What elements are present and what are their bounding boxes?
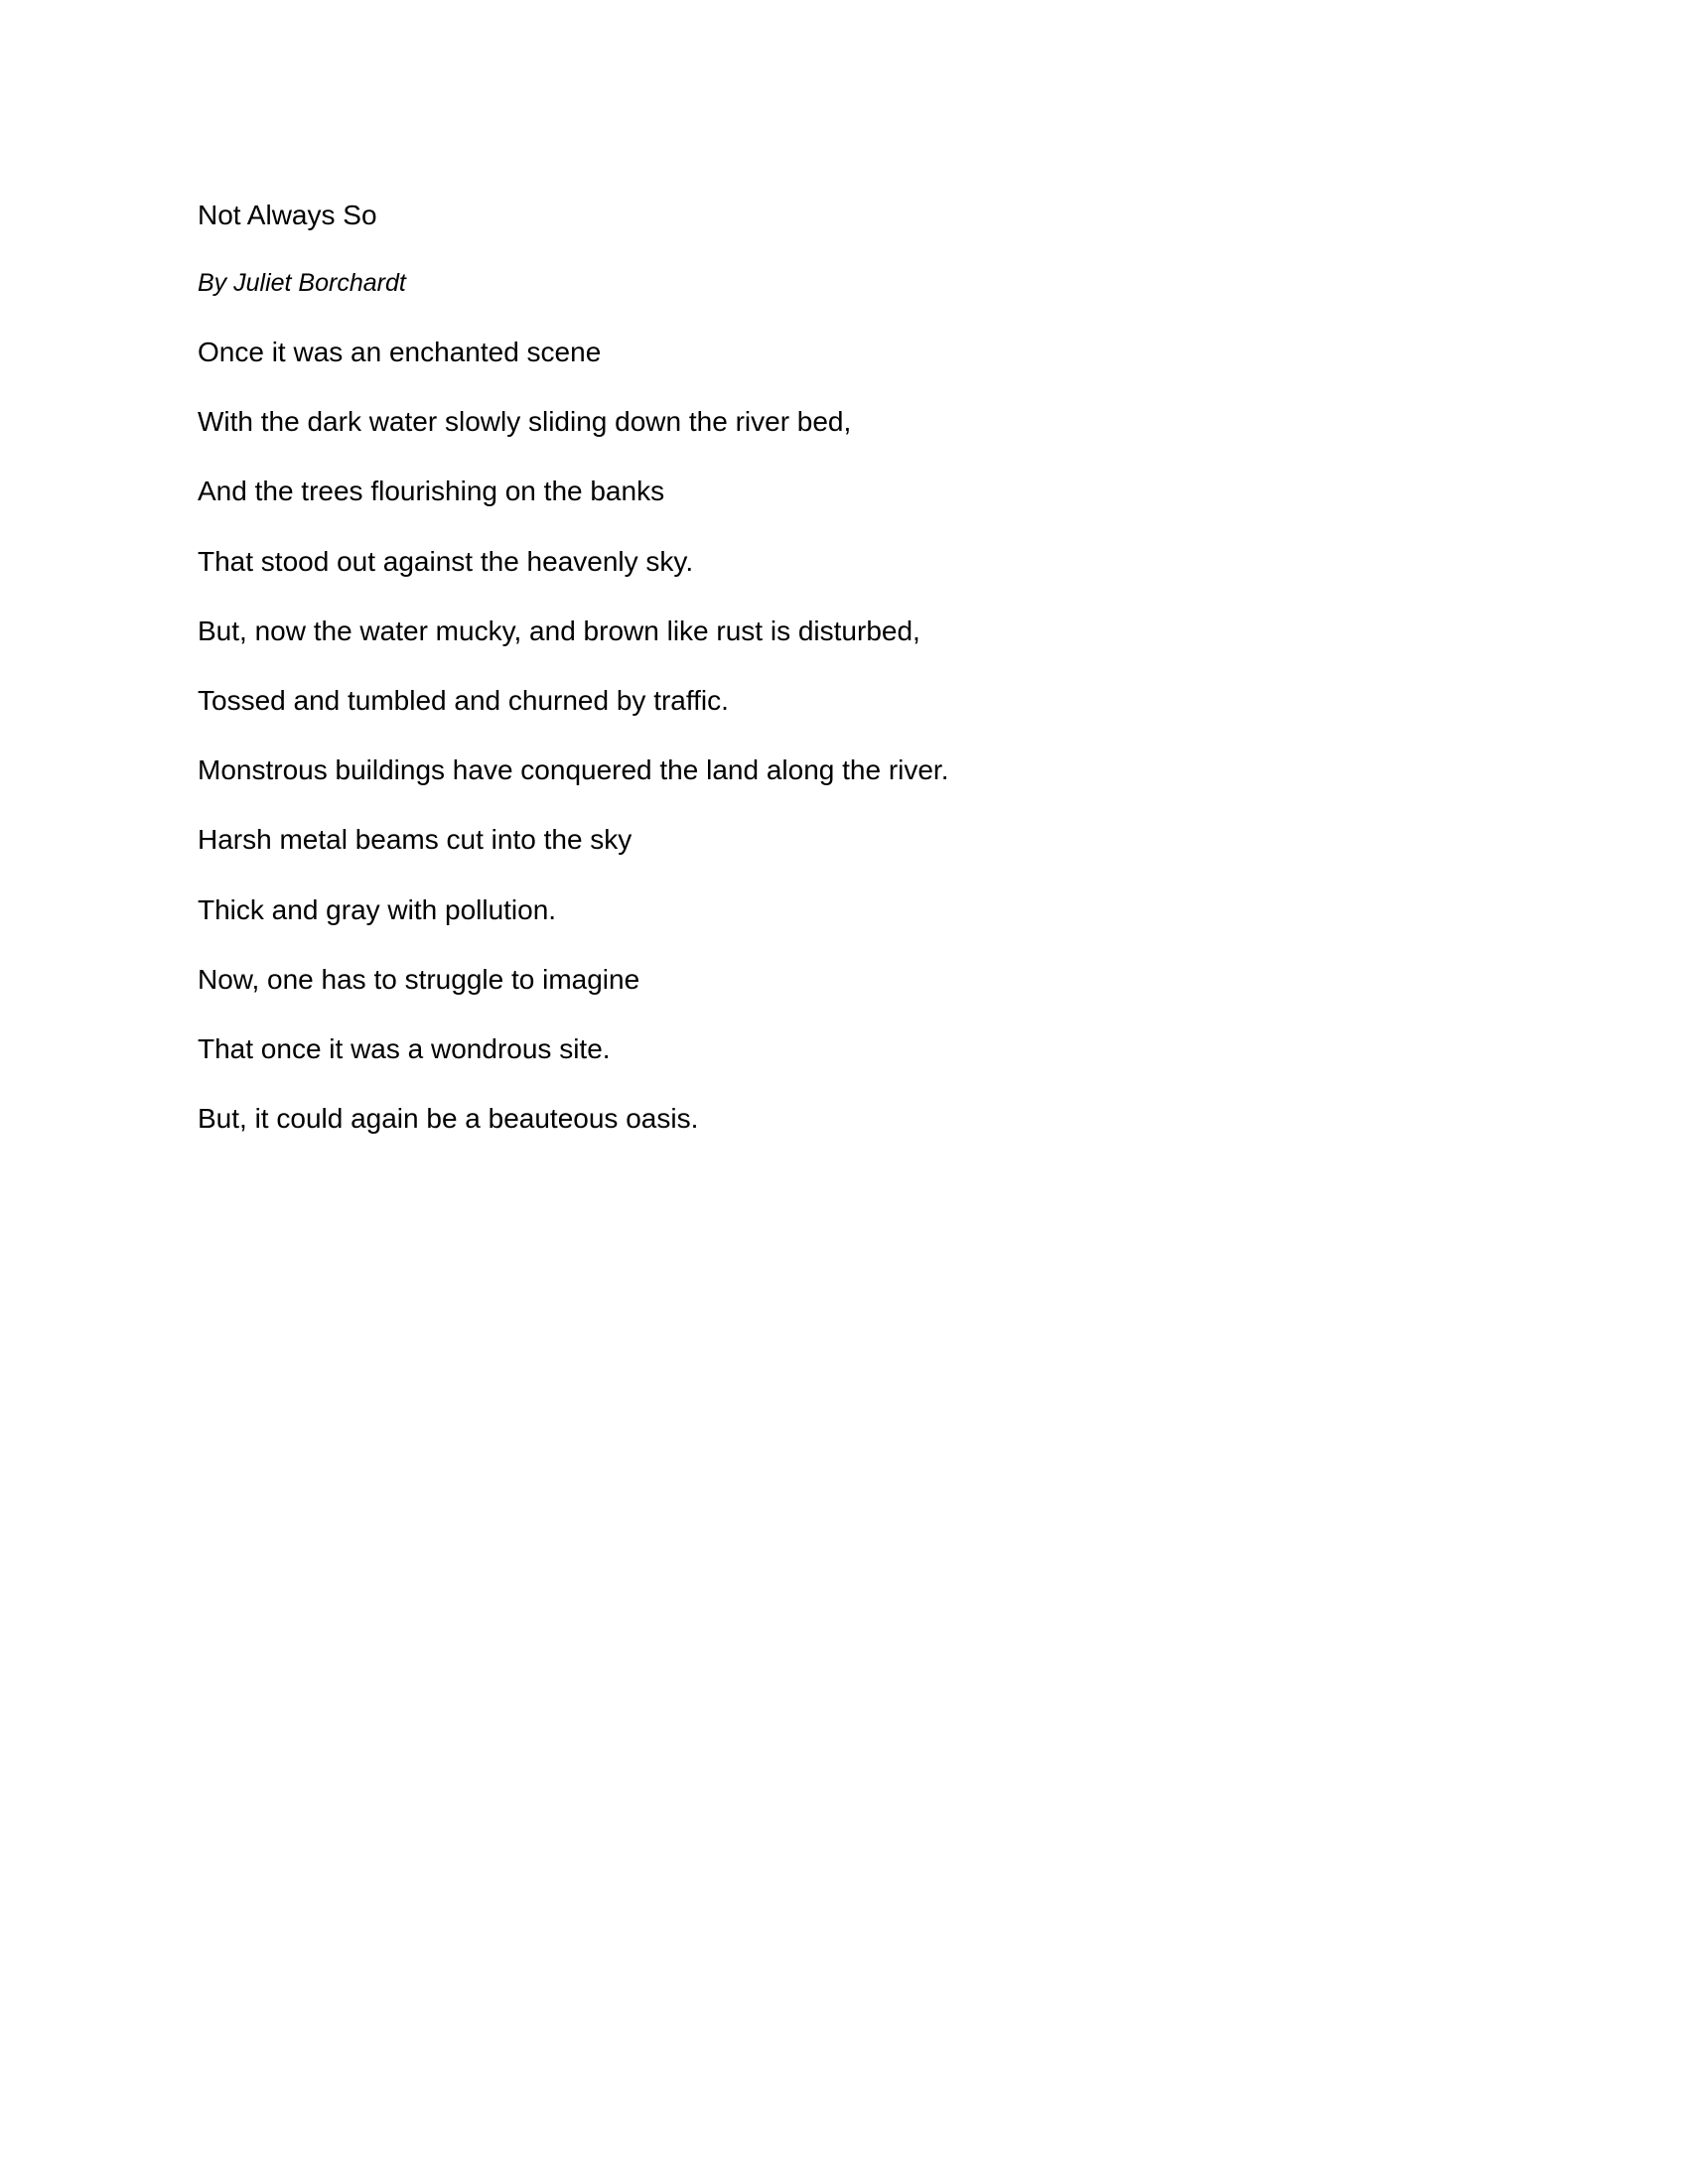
- poem-line: Thick and gray with pollution.: [198, 893, 557, 925]
- poem-line: Monstrous buildings have conquered the land along the river.: [198, 754, 949, 786]
- poem: [198, 196, 1488, 1168]
- poem-lines: [198, 333, 1488, 1139]
- poem-byline: By Juliet Borchardt: [198, 269, 406, 297]
- poem-line: That once it was a wondrous site.: [198, 1032, 611, 1064]
- poem-line: With the dark water slowly sliding down the river bed,: [198, 406, 852, 438]
- poem-line: Harsh metal beams cut into the sky: [198, 824, 633, 856]
- poem-line: Once it was an enchanted scene: [198, 337, 602, 367]
- poem-line: Tossed and tumbled and churned by traffic.: [198, 684, 729, 716]
- poem-line: That stood out against the heavenly sky.: [198, 545, 694, 577]
- poem-line: But, it could again be a beauteous oasis.: [198, 1103, 699, 1135]
- poem-line: But, now the water mucky, and brown like rust is disturbed,: [198, 614, 920, 646]
- poem-line: And the trees flourishing on the banks: [198, 476, 665, 507]
- poem-title: Not Always So: [198, 200, 377, 230]
- poem-line: Now, one has to struggle to imagine: [198, 963, 640, 995]
